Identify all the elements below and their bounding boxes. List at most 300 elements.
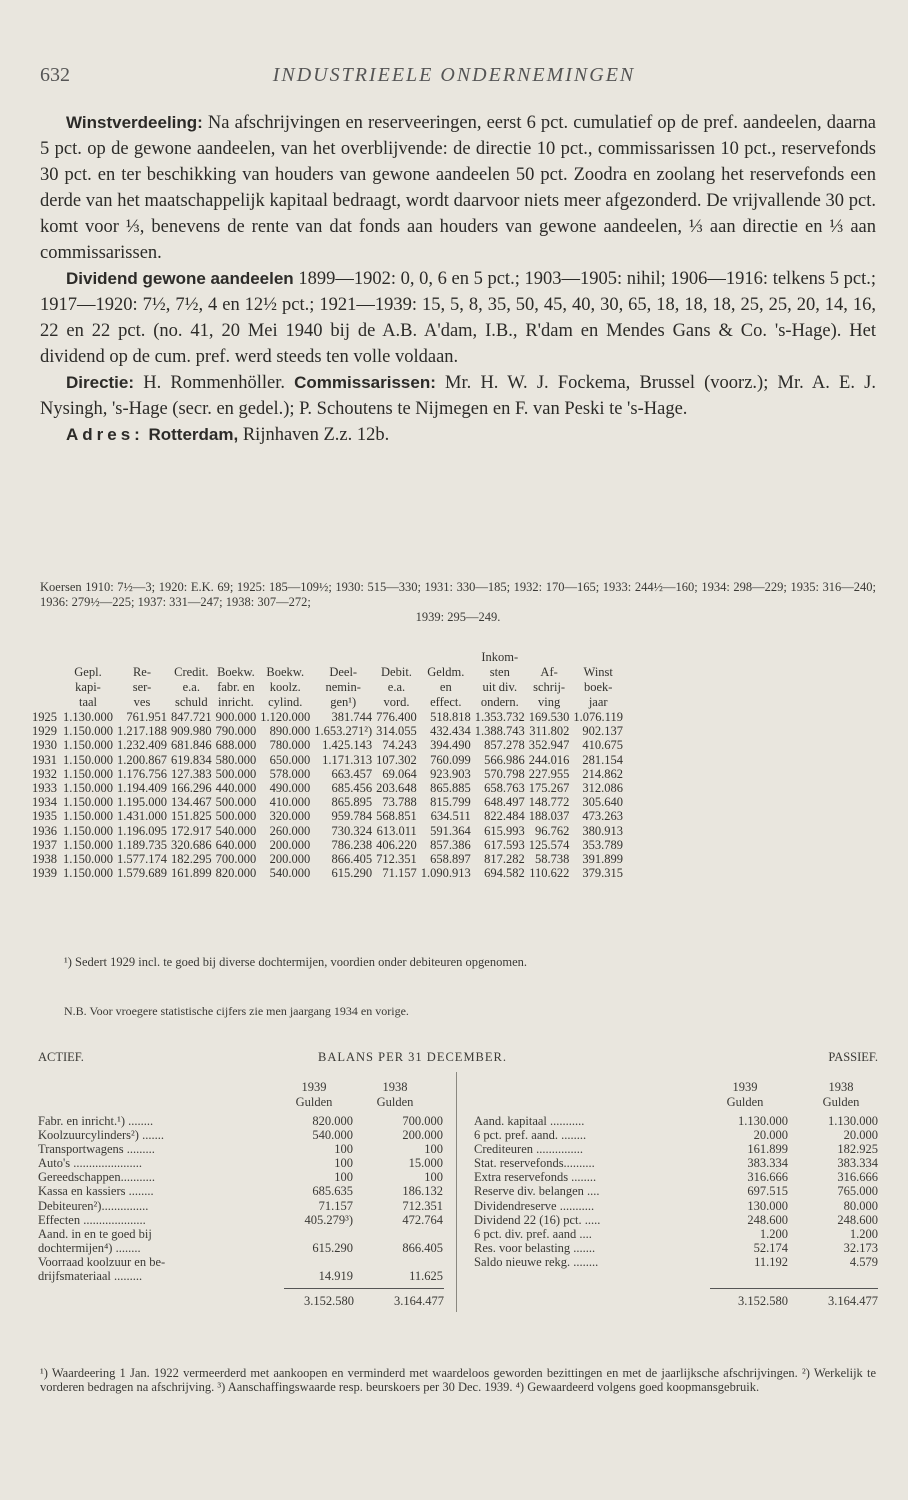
table-cell: 866.405 xyxy=(331,852,373,867)
passief-item-label: Extra reservefonds ........ xyxy=(474,1170,597,1185)
table-cell: 352.947 xyxy=(528,738,570,753)
actief-item-label: Debiteuren²)............... xyxy=(38,1198,149,1213)
table-cell: 1.130.000 xyxy=(63,710,113,724)
passief-item-value: 383.334 xyxy=(747,1156,788,1171)
passief-item-value: 697.515 xyxy=(747,1184,788,1199)
actief-item-value xyxy=(353,1255,443,1269)
table-cell: 815.799 xyxy=(430,795,471,810)
passief-item-value: 765.000 xyxy=(837,1184,878,1199)
table-cell: 568.851 xyxy=(376,809,417,824)
actief-item-value: 712.351 xyxy=(402,1198,443,1213)
table-cell: 615.993 xyxy=(484,823,525,838)
table-cell: 73.788 xyxy=(382,795,417,810)
actief-total-1938: 3.164.477 xyxy=(394,1294,444,1308)
commissarissen-text: Mr. H. W. J. Fockema, Brussel (voorz.); Mr. A. E. J. Nysingh, 's-Hage (secr. en gedel.); P. Schoutens te Nijmegen en F. van Peski te 's-Hage. xyxy=(40,373,876,419)
table-cell: 500.000 xyxy=(215,795,257,810)
table-cell: 500.000 xyxy=(215,809,257,824)
passief-item-label: Dividendreserve ........... xyxy=(474,1198,595,1213)
table-row xyxy=(30,753,625,767)
table-cell: 161.899 xyxy=(171,866,212,881)
directie-paragraph xyxy=(40,370,876,422)
table-cell: 200.000 xyxy=(269,852,311,867)
table-cell: 1.194.409 xyxy=(117,781,167,796)
balance-footnotes: ¹) Waardeering 1 Jan. 1922 vermeerderd met aankoopen en verminderd met waardeloos geworden bezittingen en met de jaarlijksche afschrijvingen. ²) Werkelijk te vorderen bedragen na afschrijving. ³) Aanschaffingswaarde resp. beurskoers per 30 Dec. 1939. ⁴) Gewaardeerd volgens goed koopmansgebruik. xyxy=(40,1366,876,1394)
actief-table xyxy=(38,1114,443,1283)
table-cell: 380.913 xyxy=(582,823,623,838)
actief-item-value: 615.290 xyxy=(312,1240,353,1255)
actief-item-value xyxy=(283,1227,353,1241)
table-row xyxy=(30,767,625,781)
commissarissen-label: Commissarissen: xyxy=(294,373,436,392)
table-cell: 730.324 xyxy=(331,823,373,838)
actief-item-label: Auto's ...................... xyxy=(38,1156,142,1171)
row-year: 1932 xyxy=(32,766,57,781)
actief-item-value: 11.625 xyxy=(409,1269,443,1284)
table-cell: 1.150.000 xyxy=(63,823,113,838)
passief-item-value: 11.192 xyxy=(754,1254,788,1269)
table-cell: 712.351 xyxy=(376,852,417,867)
page-header xyxy=(40,64,868,94)
table-cell: 617.593 xyxy=(484,837,525,852)
koersen-block xyxy=(40,580,876,625)
table-row xyxy=(30,824,625,838)
table-cell: 865.895 xyxy=(331,795,373,810)
table-cell: 500.000 xyxy=(215,766,257,781)
table-cell: 244.016 xyxy=(528,752,570,767)
balance-title: BALANS PER 31 DECEMBER. xyxy=(318,1050,507,1064)
table-cell: 1.150.000 xyxy=(63,781,113,796)
year-label: 1938 xyxy=(828,1080,854,1094)
adres-street: Rijnhaven Z.z. 12b. xyxy=(238,425,390,445)
main-text xyxy=(40,110,876,448)
passief-label: PASSIEF. xyxy=(828,1050,878,1064)
passief-row xyxy=(474,1142,878,1156)
passief-item-label: 6 pct. pref. aand. ........ xyxy=(474,1128,587,1143)
passief-row xyxy=(474,1114,878,1128)
actief-item-label: Aand. in en te goed bij xyxy=(38,1226,152,1241)
column-divider xyxy=(456,1072,457,1312)
running-title: INDUSTRIEELE ONDERNEMINGEN xyxy=(272,64,636,86)
column-header: Deel- nemin- gen¹) xyxy=(325,665,361,709)
table-cell: 214.862 xyxy=(582,766,623,781)
passief-row xyxy=(474,1170,878,1184)
table-cell: 1.431.000 xyxy=(117,809,167,824)
table-cell: 1.150.000 xyxy=(63,866,113,881)
passief-total-1939: 3.152.580 xyxy=(738,1294,788,1308)
dividend-text: 1899—1902: 0, 0, 6 en 5 pct.; 1903—1905: nihil; 1906—1916: telkens 5 pct.; 1917—1920: 7½, 7½, 4 en 12½ pct.; 1921—1939: 15, 5, 8, 35, 50, 45, 40, 30, 65, 18, 18, 18, 25, 25, 20, 14, 16, 22 en 22 pct. (no. 41, 20 Mei 1940 bij de A.B. A'dam, I.B., R'dam en Mendes Gans & Co. 's-Hage). Het dividend op de cum. pref. werd steeds ten volle voldaan. xyxy=(40,269,876,367)
koersen-last: 1939: 295—249. xyxy=(415,610,501,624)
page-number: 632 xyxy=(40,64,70,86)
table-cell: 658.763 xyxy=(484,781,525,796)
table-cell: 663.457 xyxy=(331,766,373,781)
row-year: 1935 xyxy=(32,809,57,824)
table-cell: 959.784 xyxy=(331,809,373,824)
table-cell: 227.955 xyxy=(528,766,570,781)
passief-item-label: Saldo nieuwe rekg. ........ xyxy=(474,1254,599,1269)
table-row xyxy=(30,781,625,795)
table-cell: 1.171.313 xyxy=(322,752,373,767)
table-cell: 1.189.735 xyxy=(117,837,167,852)
table-cell: 69.064 xyxy=(382,766,417,781)
passief-item-value: 248.600 xyxy=(747,1212,788,1227)
passief-item-value: 248.600 xyxy=(837,1212,878,1227)
table-cell: 1.150.000 xyxy=(63,724,113,739)
actief-item-label: dochtermijen⁴) ........ xyxy=(38,1240,141,1255)
column-header: Debit. e.a. vord. xyxy=(381,665,412,709)
table-cell: 391.899 xyxy=(582,852,623,867)
row-year: 1929 xyxy=(32,724,57,739)
actief-year2-head xyxy=(360,1080,430,1110)
table-cell: 410.000 xyxy=(269,795,311,810)
column-header: Gepl. kapi- taal xyxy=(74,665,102,709)
table-cell: 688.000 xyxy=(215,738,257,753)
actief-total-1939: 3.152.580 xyxy=(304,1294,354,1308)
adres-label: Adres: xyxy=(66,425,144,444)
balance-sheet xyxy=(38,1050,878,1350)
passief-item-value: 20.000 xyxy=(753,1128,788,1143)
table-row xyxy=(30,838,625,852)
table-cell: 591.364 xyxy=(430,823,471,838)
table-cell: 432.434 xyxy=(430,724,471,739)
table-cell: 1.195.000 xyxy=(117,795,167,810)
actief-row xyxy=(38,1241,443,1255)
actief-item-value: 100 xyxy=(334,1156,353,1171)
actief-item-value: 15.000 xyxy=(408,1156,443,1171)
table-cell: 1.150.000 xyxy=(63,837,113,852)
table-cell: 148.772 xyxy=(528,795,570,810)
table-cell: 540.000 xyxy=(269,866,311,881)
column-header: Winst boek- jaar xyxy=(583,665,613,709)
actief-item-value: 100 xyxy=(424,1170,443,1185)
actief-item-label: Voorraad koolzuur en be- xyxy=(38,1254,166,1269)
passief-item-value: 316.666 xyxy=(747,1170,788,1185)
table-cell: 440.000 xyxy=(215,781,257,796)
table-cell: 107.302 xyxy=(376,752,417,767)
table-cell: 473.263 xyxy=(582,809,623,824)
actief-row xyxy=(38,1142,443,1156)
table-cell: 1.150.000 xyxy=(63,795,113,810)
table-cell: 353.789 xyxy=(582,837,623,852)
actief-row xyxy=(38,1199,443,1213)
table-cell: 580.000 xyxy=(215,752,257,767)
table-cell: 681.846 xyxy=(171,738,212,753)
table-row xyxy=(30,710,625,724)
actief-year1-head xyxy=(284,1080,344,1110)
passief-row xyxy=(474,1227,878,1241)
passief-item-label: Crediteuren ............... xyxy=(474,1142,584,1157)
financial-table xyxy=(30,650,625,880)
table-cell: 615.290 xyxy=(331,866,373,881)
row-year: 1937 xyxy=(32,837,57,852)
table-cell: 1.150.000 xyxy=(63,752,113,767)
table-cell: 1.200.867 xyxy=(117,752,167,767)
table-cell: 761.951 xyxy=(126,710,167,724)
table-cell: 1.090.913 xyxy=(420,866,471,881)
table-cell: 817.282 xyxy=(484,852,525,867)
table-cell: 1.150.000 xyxy=(63,809,113,824)
table-cell: 110.622 xyxy=(529,866,570,881)
table-cell: 847.721 xyxy=(171,710,212,724)
table-cell: 381.744 xyxy=(331,710,373,724)
table-cell: 900.000 xyxy=(215,710,257,724)
passief-item-label: Stat. reservefonds.......... xyxy=(474,1156,595,1171)
table-cell: 923.903 xyxy=(430,766,471,781)
passief-item-value: 4.579 xyxy=(849,1254,878,1269)
passief-row xyxy=(474,1199,878,1213)
table-cell: 281.154 xyxy=(582,752,623,767)
column-header xyxy=(30,650,61,710)
directie-label: Directie: xyxy=(66,373,135,392)
actief-total-rule xyxy=(284,1288,444,1289)
passief-row xyxy=(474,1156,878,1170)
table-cell: 1.653.271²) xyxy=(314,724,373,739)
actief-row xyxy=(38,1255,443,1269)
table-cell: 406.220 xyxy=(376,837,417,852)
table-cell: 685.456 xyxy=(331,781,373,796)
table-cell: 902.137 xyxy=(582,724,623,739)
unit-label: Gulden xyxy=(295,1095,333,1109)
actief-item-label: Effecten .................... xyxy=(38,1212,146,1227)
table-cell: 857.278 xyxy=(484,738,525,753)
table-cell: 410.675 xyxy=(582,738,623,753)
table-cell: 760.099 xyxy=(430,752,471,767)
financial-table-header xyxy=(30,650,625,710)
actief-row xyxy=(38,1156,443,1170)
table-cell: 658.897 xyxy=(430,852,471,867)
passief-item-label: Dividend 22 (16) pct. ..... xyxy=(474,1212,601,1227)
actief-item-value xyxy=(353,1227,443,1241)
table-cell: 320.686 xyxy=(171,837,212,852)
table-row xyxy=(30,866,625,880)
nb-note: N.B. Voor vroegere statistische cijfers zie men jaargang 1934 en vorige. xyxy=(64,1004,409,1018)
table-cell: 822.484 xyxy=(484,809,525,824)
table-cell: 648.497 xyxy=(484,795,525,810)
actief-item-label: Fabr. en inricht.¹) ........ xyxy=(38,1114,154,1128)
table-cell: 96.762 xyxy=(535,823,570,838)
table-cell: 125.574 xyxy=(528,837,570,852)
passief-item-value: 80.000 xyxy=(843,1198,878,1213)
table-cell: 490.000 xyxy=(269,781,311,796)
table-cell: 379.315 xyxy=(582,866,623,881)
actief-row xyxy=(38,1170,443,1184)
table-cell: 1.196.095 xyxy=(117,823,167,838)
table-cell: 134.467 xyxy=(171,795,212,810)
table-cell: 619.834 xyxy=(171,752,212,767)
table-row xyxy=(30,852,625,866)
table-cell: 1.353.732 xyxy=(474,710,525,724)
row-year: 1933 xyxy=(32,781,57,796)
table-cell: 700.000 xyxy=(215,852,257,867)
actief-item-label: Transportwagens ......... xyxy=(38,1142,155,1157)
actief-item-value: 186.132 xyxy=(402,1184,443,1199)
actief-item-value: 866.405 xyxy=(402,1240,443,1255)
table-cell: 634.511 xyxy=(430,809,471,824)
actief-item-value: 540.000 xyxy=(312,1128,353,1143)
actief-item-value: 100 xyxy=(424,1142,443,1157)
actief-item-value: 405.279³) xyxy=(304,1212,353,1227)
passief-total-1938: 3.164.477 xyxy=(828,1294,878,1308)
row-year: 1939 xyxy=(32,866,57,881)
table-cell: 314.055 xyxy=(376,724,417,739)
table-cell: 694.582 xyxy=(484,866,525,881)
table-cell: 172.917 xyxy=(171,823,212,838)
column-header: Boekw. fabr. en inricht. xyxy=(217,665,255,709)
actief-item-value xyxy=(283,1255,353,1269)
passief-item-value: 130.000 xyxy=(747,1198,788,1213)
table-cell: 613.011 xyxy=(376,823,417,838)
actief-row xyxy=(38,1128,443,1142)
financial-table-body xyxy=(30,710,625,880)
year-label: 1938 xyxy=(382,1080,408,1094)
actief-item-value: 685.635 xyxy=(312,1184,353,1199)
table-cell: 1.150.000 xyxy=(63,738,113,753)
table-cell: 394.490 xyxy=(430,738,471,753)
actief-item-value: 100 xyxy=(334,1142,353,1157)
table-cell: 1.150.000 xyxy=(63,766,113,781)
passief-total-rule xyxy=(710,1288,878,1289)
column-header: Inkom- sten uit div. ondern. xyxy=(480,650,519,709)
row-year: 1936 xyxy=(32,823,57,838)
passief-year2-head xyxy=(804,1080,878,1110)
passief-row xyxy=(474,1241,878,1255)
passief-row xyxy=(474,1255,878,1269)
table-row xyxy=(30,738,625,752)
column-header: Boekw. koolz. cylind. xyxy=(266,665,305,709)
passief-item-value: 316.666 xyxy=(837,1170,878,1185)
directie-text: H. Rommenhöller. xyxy=(134,373,295,393)
table-cell: 780.000 xyxy=(269,738,311,753)
actief-row xyxy=(38,1184,443,1198)
table-cell: 305.640 xyxy=(582,795,623,810)
column-header: Af- schrij- ving xyxy=(533,665,566,709)
row-year: 1934 xyxy=(32,795,57,810)
actief-row xyxy=(38,1227,443,1241)
table-cell: 857.386 xyxy=(430,837,471,852)
actief-item-value: 71.157 xyxy=(318,1198,353,1213)
table-cell: 1.150.000 xyxy=(63,852,113,867)
actief-row xyxy=(38,1269,443,1283)
passief-item-value: 20.000 xyxy=(843,1128,878,1143)
actief-row xyxy=(38,1114,443,1128)
table-footnote: ¹) Sedert 1929 incl. te goed bij diverse dochtermijen, voordien onder debiteuren opgenomen. xyxy=(64,955,527,969)
passief-item-value: 182.925 xyxy=(837,1142,878,1157)
column-header: Re- ser- ves xyxy=(132,665,152,709)
passief-item-value: 383.334 xyxy=(837,1156,878,1171)
actief-item-label: drijfsmateriaal ......... xyxy=(38,1269,143,1284)
passief-item-label: Reserve div. belangen .... xyxy=(474,1184,600,1199)
table-row xyxy=(30,795,625,809)
actief-item-label: Koolzuurcylinders²) ....... xyxy=(38,1128,164,1143)
passief-item-value: 1.200 xyxy=(759,1226,788,1241)
year-label: 1939 xyxy=(301,1080,327,1094)
table-cell: 1.176.756 xyxy=(117,766,167,781)
table-row xyxy=(30,724,625,738)
actief-item-value: 100 xyxy=(334,1170,353,1185)
table-cell: 182.295 xyxy=(171,852,212,867)
passief-item-value: 32.173 xyxy=(843,1240,878,1255)
passief-item-label: Aand. kapitaal ........... xyxy=(474,1114,585,1128)
table-cell: 203.648 xyxy=(376,781,417,796)
passief-row xyxy=(474,1184,878,1198)
actief-row xyxy=(38,1213,443,1227)
table-cell: 188.037 xyxy=(528,809,570,824)
table-cell: 200.000 xyxy=(269,837,311,852)
table-cell: 1.217.188 xyxy=(117,724,167,739)
table-cell: 1.232.409 xyxy=(117,738,167,753)
table-cell: 71.157 xyxy=(382,866,417,881)
winstverdeeling-label: Winstverdeeling: xyxy=(66,113,203,132)
table-cell: 312.086 xyxy=(582,781,623,796)
actief-item-value: 200.000 xyxy=(402,1128,443,1143)
actief-item-value: 700.000 xyxy=(402,1114,443,1128)
actief-item-label: Gereedschappen........... xyxy=(38,1170,155,1185)
table-cell: 74.243 xyxy=(382,738,417,753)
table-cell: 169.530 xyxy=(528,710,570,724)
passief-row xyxy=(474,1128,878,1142)
unit-label: Gulden xyxy=(726,1095,764,1109)
table-cell: 650.000 xyxy=(269,752,311,767)
actief-item-value: 14.919 xyxy=(318,1269,353,1284)
table-cell: 311.802 xyxy=(529,724,570,739)
actief-item-label: Kassa en kassiers ........ xyxy=(38,1184,154,1199)
actief-item-value: 820.000 xyxy=(312,1114,353,1128)
passief-item-value: 52.174 xyxy=(753,1240,788,1255)
table-row xyxy=(30,809,625,823)
table-cell: 540.000 xyxy=(215,823,257,838)
table-cell: 151.825 xyxy=(171,809,212,824)
row-year: 1938 xyxy=(32,852,57,867)
unit-label: Gulden xyxy=(376,1095,414,1109)
table-cell: 820.000 xyxy=(215,866,257,881)
table-cell: 1.579.689 xyxy=(117,866,167,881)
table-cell: 776.400 xyxy=(376,710,417,724)
table-cell: 640.000 xyxy=(215,837,257,852)
table-cell: 890.000 xyxy=(269,724,311,739)
passief-row xyxy=(474,1213,878,1227)
passief-item-value: 161.899 xyxy=(747,1142,788,1157)
table-cell: 570.798 xyxy=(484,766,525,781)
table-cell: 1.577.174 xyxy=(117,852,167,867)
table-cell: 260.000 xyxy=(269,823,311,838)
koersen-line: Koersen 1910: 7½—3; 1920: E.K. 69; 1925: 185—109½; 1930: 515—330; 1931: 330—185; 1932: 170—165; 1933: 244½—160; 1934: 298—229; 1935: 316—240; 1936: 279½—225; 1937: 331—247; 1938: 307—272; xyxy=(40,580,876,609)
table-cell: 175.267 xyxy=(528,781,570,796)
table-cell: 58.738 xyxy=(535,852,570,867)
dividend-paragraph xyxy=(40,266,876,370)
table-cell: 1.425.143 xyxy=(322,738,373,753)
actief-label: ACTIEF. xyxy=(38,1050,84,1064)
table-cell: 578.000 xyxy=(269,766,311,781)
passief-item-value: 1.200 xyxy=(849,1226,878,1241)
table-cell: 790.000 xyxy=(215,724,257,739)
passief-item-value: 1.130.000 xyxy=(738,1114,788,1128)
row-year: 1925 xyxy=(32,710,57,724)
table-cell: 909.980 xyxy=(171,724,212,739)
row-year: 1931 xyxy=(32,752,57,767)
passief-item-value: 1.130.000 xyxy=(828,1114,878,1128)
table-cell: 1.120.000 xyxy=(260,710,311,724)
winstverdeeling-paragraph xyxy=(40,110,876,266)
table-cell: 127.383 xyxy=(171,766,212,781)
year-label: 1939 xyxy=(732,1080,758,1094)
actief-item-value: 472.764 xyxy=(402,1212,443,1227)
passief-table xyxy=(474,1114,878,1269)
table-cell: 865.885 xyxy=(430,781,471,796)
passief-item-label: 6 pct. div. pref. aand .... xyxy=(474,1226,592,1241)
column-header: Geldm. en effect. xyxy=(427,665,465,709)
table-cell: 518.818 xyxy=(430,710,471,724)
unit-label: Gulden xyxy=(822,1095,860,1109)
adres-city: Rotterdam, xyxy=(148,425,239,444)
